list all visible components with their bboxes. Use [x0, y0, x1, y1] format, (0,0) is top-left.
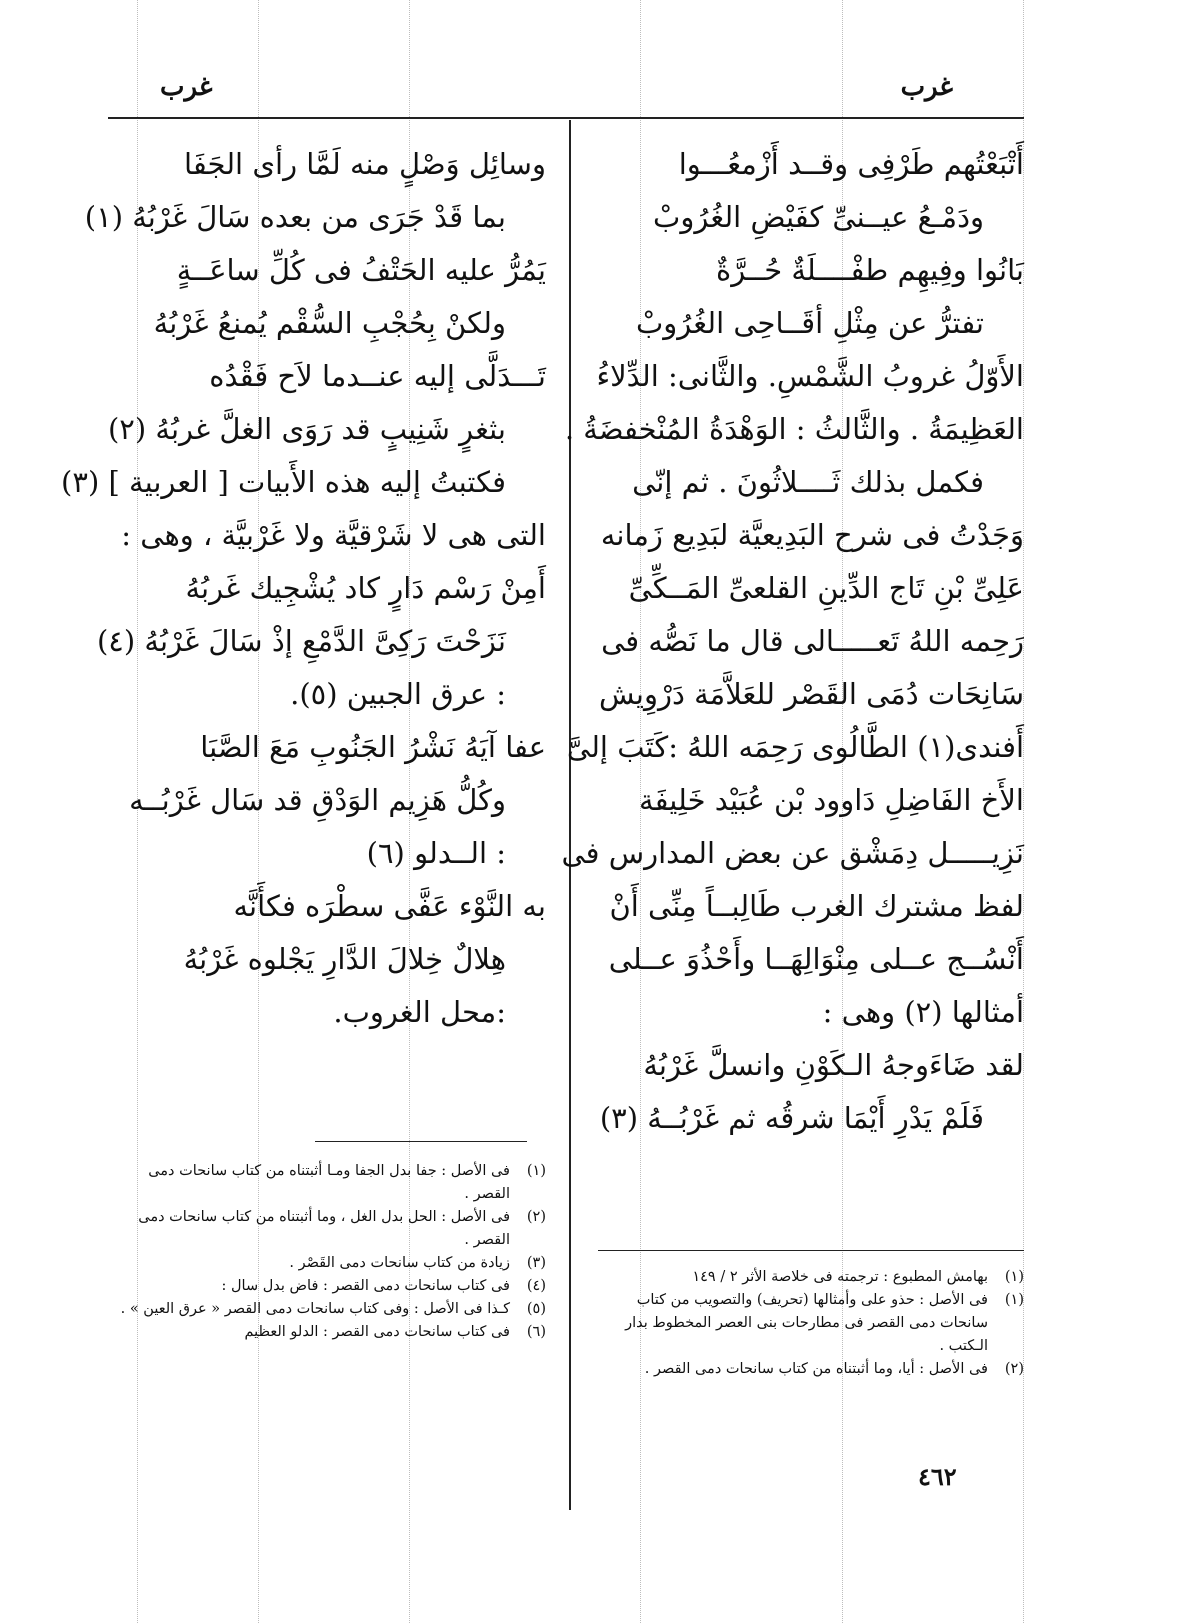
- text-line: تَـــدَلَّى إليه عنــدما لاَح فَقْدُه: [209, 359, 546, 393]
- text-line: : الــدلو (٦): [366, 836, 506, 870]
- text-line: وسائِل وَصْلٍ منه لَمَّا رأى الجَفَا: [183, 147, 546, 181]
- text-line: التى هى لا شَرْقيَّة ولا غَرْبيَّة ، وهى :: [121, 518, 546, 552]
- footnote-number: (٥): [526, 1301, 546, 1317]
- footnote: [108, 1275, 546, 1298]
- footnote: [108, 1321, 546, 1344]
- text-line: يَمُرُّ عليه الحَتْفُ فى كُلِّ ساعَــةٍ: [176, 253, 546, 287]
- footnote-text: فى الأصل : جفا بدل الجفا ومـا أثبتناه من كتاب سانحات دمى القصر .: [148, 1163, 510, 1202]
- text-line: لفظ مشترك الغرب طَالِبــاً مِنِّى أَنْ: [609, 889, 1024, 923]
- right-column: [561, 138, 1024, 1145]
- column-divider: [569, 120, 571, 1510]
- footnote: [108, 1206, 546, 1252]
- text-line: أَنْسُــج عــلى مِنْوَالِهَــا وأَحْذُوَ عــلى: [608, 942, 1024, 976]
- text-line: الأَخ الفَاضِلِ دَاوود بْن عُبَيْد خَلِيفَة: [639, 783, 1024, 817]
- footnote: [108, 1298, 546, 1321]
- footnote: [598, 1358, 1024, 1381]
- text-line: ولكنْ بِحُجْبِ السُّقْم يُمنعُ غَرْبُهُ: [153, 306, 506, 340]
- footnote-number: (٦): [526, 1324, 546, 1340]
- text-line: لقد ضَاءَوجهُ الـكَوْنِ وانسلَّ غَرْبُهُ: [643, 1048, 1024, 1082]
- text-line: ودَمْـعُ عيــنىِّ كفَيْضِ الغُرُوبْ: [653, 200, 984, 234]
- footnote-number: (٢): [1004, 1361, 1024, 1377]
- footnotes-right: [598, 1266, 1024, 1381]
- text-line: وكُلُّ هَزِيم الوَدْقِ قد سَال غَرْبُــه: [129, 783, 506, 817]
- text-line: سَانِحَات دُمَى القَصْر للعَلاَّمَة دَرْوِيش: [598, 677, 1024, 711]
- text-line: رَحِمه اللهُ تَعـــــالى قال ما نَصُّه فى: [601, 624, 1024, 658]
- text-line: عَلِىِّ بْنِ تَاج الدِّينِ القلعىِّ المَــكِّىِّ: [628, 571, 1024, 605]
- footnote-number: (٣): [526, 1255, 546, 1271]
- footnote-text: كـذا فى الأصل : وفى كتاب سانحات دمى القصر « عرق العين » .: [120, 1301, 510, 1317]
- text-line: الأَوّلُ غروبُ الشَّمْسِ. والثَّانى: الدِّلاءُ: [596, 359, 1024, 393]
- footnote: [108, 1252, 546, 1275]
- text-line: نَزِيـــــل دِمَشْق عن بعض المدارس فى: [561, 836, 1024, 870]
- footnote-rule: [598, 1250, 1024, 1251]
- text-line: بثغرٍ شَنِيبٍ قد رَوَى الغلَّ غربُهُ (٢): [107, 412, 506, 446]
- text-line: بما قَدْ جَرَى من بعده سَالَ غَرْبُهُ (١): [84, 200, 506, 234]
- text-line: نَزَحْتَ رَكِىَّ الدَّمْعِ إذْ سَالَ غَرْبُهُ (٤): [96, 624, 506, 658]
- page-number: ٤٦٢: [918, 1462, 957, 1491]
- footnote-text: فى الأصل : أيا، وما أثبتناه من كتاب سانحات دمى القصر .: [644, 1361, 988, 1377]
- text-line: تفترُّ عن مِثْلِ أقَــاحِى الغُرُوبْ: [635, 306, 984, 340]
- text-line: أَتْبَعْتُهم طَرْفِى وقــد أَزْمعُـــوا: [678, 147, 1024, 181]
- text-line: أمثالها (٢) وهى :: [822, 995, 1024, 1029]
- left-column: [61, 138, 546, 1039]
- text-line: :محل الغروب.: [333, 995, 506, 1029]
- footnote-text: فى الأصل : الحل بدل الغل ، وما أثبتناه من كتاب سانحات دمى القصر .: [138, 1209, 510, 1248]
- footnotes-left: [108, 1160, 546, 1344]
- footnote: [598, 1289, 1024, 1358]
- text-line: عفا آيَهُ نَشْرُ الجَنُوبِ مَعَ الصَّبَا: [200, 730, 546, 764]
- text-line: هِلالٌ خِلالَ الدَّارِ يَجْلوه غَرْبُهُ: [183, 942, 506, 976]
- footnote-text: فى كتاب سانحات دمى القصر : فاض بدل سال :: [221, 1278, 510, 1294]
- running-header-left: غرب: [160, 72, 213, 102]
- footnote-rule: [315, 1141, 527, 1142]
- text-line: أَفندى(١) الطَّالُوى رَحِمَه اللهُ :كَتَبَ إلىَّ: [566, 730, 1024, 764]
- footnote-number: (١): [526, 1163, 546, 1179]
- text-line: أَمِنْ رَسْم دَارٍ كاد يُشْجِيك غَربُهُ: [185, 571, 546, 605]
- footnote-number: (١): [1004, 1292, 1024, 1308]
- text-line: فَلَمْ يَدْرِ أَيْمَا شرقُه ثم غَرْبُــهُ (٣): [599, 1101, 984, 1135]
- footnote-number: (٤): [526, 1278, 546, 1294]
- footnote-text: فى الأصل : حذو على وأمثالها (تحريف) والتصويب من كتاب سانحات دمى القصر فى مطارحات بنى العصر المخطوط بدار الـكتب .: [625, 1292, 988, 1354]
- running-header-right: غرب: [900, 72, 953, 102]
- text-line: فكمل بذلك ثَــــلاثُونَ . ثم إنّى: [632, 465, 984, 499]
- text-line: فكتبتُ إليه هذه الأَبيات [ العربية ] (٣): [61, 465, 506, 499]
- footnote-text: زيادة من كتاب سانحات دمى القَصْر .: [289, 1255, 510, 1271]
- footnote: [108, 1160, 546, 1206]
- header-rule: [108, 117, 1024, 119]
- text-line: : عرق الجبين (٥).: [290, 677, 506, 711]
- footnote: [598, 1266, 1024, 1289]
- footnote-number: (١): [1004, 1269, 1024, 1285]
- text-line: به النَّوْء عَفَّى سطْرَه فكأَنَّه: [233, 889, 546, 923]
- footnote-number: (٢): [526, 1209, 546, 1225]
- text-line: العَظِيمَةُ . والثَّالثُ : الوَهْدَةُ المُنْخفضَةُ .: [564, 412, 1024, 446]
- text-line: وَجَدْتُ فى شرح البَدِيعيَّة لبَدِيع زَمانه: [600, 518, 1024, 552]
- text-line: بَانُوا وفِيهِم طفْــــلَةٌ حُــرَّةٌ: [716, 253, 1024, 287]
- footnote-text: فى كتاب سانحات دمى القصر : الدلو العظيم: [244, 1324, 510, 1340]
- footnote-text: بهامش المطبوع : ترجمته فى خلاصة الأثر ٢ / ١٤٩: [692, 1269, 988, 1285]
